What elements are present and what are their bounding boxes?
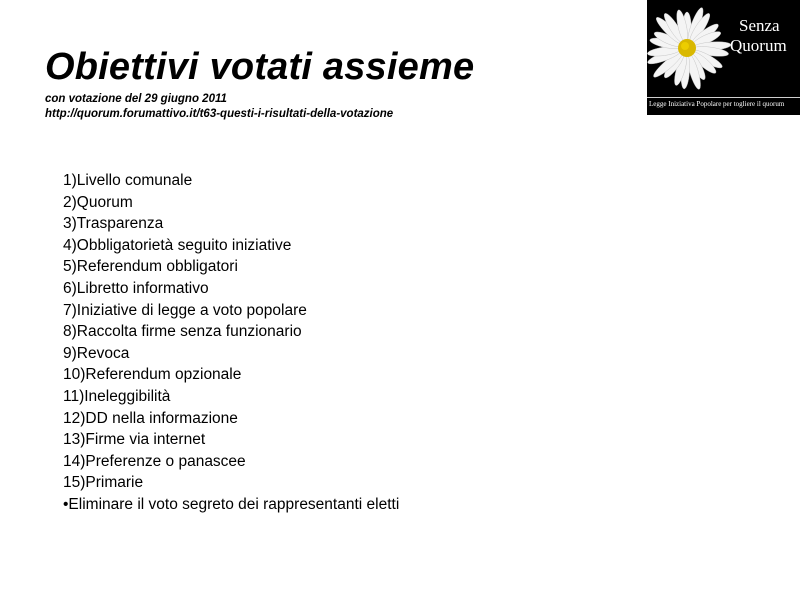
list-item: 11)Ineleggibilità <box>63 387 171 405</box>
list-item: 8)Raccolta firme senza funzionario <box>63 323 302 341</box>
senza-quorum-logo <box>647 0 800 115</box>
logo-divider <box>647 97 800 98</box>
list-item: 1)Livello comunale <box>63 172 193 189</box>
list-item: 2)Quorum <box>63 193 133 211</box>
list-item: 9)Revoca <box>63 344 130 362</box>
list-item: •Eliminare il voto segreto dei rappresentanti eletti <box>63 495 400 513</box>
slide-title: Obiettivi votati assieme <box>45 46 475 88</box>
list-item: 14)Preferenze o panascee <box>63 452 246 470</box>
list-item: 7)Iniziative di legge a voto popolare <box>63 301 307 319</box>
list-item: 3)Trasparenza <box>63 215 164 233</box>
subtitle-url-line: http://quorum.forumattivo.it/t63-questi-i-risultati-della-votazione <box>45 108 394 120</box>
list-item: 13)Firme via internet <box>63 431 206 449</box>
list-item: 12)DD nella informazione <box>63 409 238 427</box>
list-item: 5)Referendum obbligatori <box>63 258 238 276</box>
subtitle-date-line: con votazione del 29 giugno 2011 <box>45 93 227 105</box>
slide-subtitle <box>45 92 393 122</box>
logo-word-quorum: Quorum <box>730 36 787 55</box>
list-item: 10)Referendum opzionale <box>63 366 242 384</box>
logo-tagline: Legge Iniziativa Popolare per togliere il quorum <box>649 100 785 108</box>
objectives-list <box>63 170 399 516</box>
logo-word-senza: Senza <box>739 16 780 35</box>
list-item: 4)Obbligatorietà seguito iniziative <box>63 236 292 254</box>
list-item: 15)Primarie <box>63 474 144 492</box>
list-item: 6)Libretto informativo <box>63 279 209 297</box>
